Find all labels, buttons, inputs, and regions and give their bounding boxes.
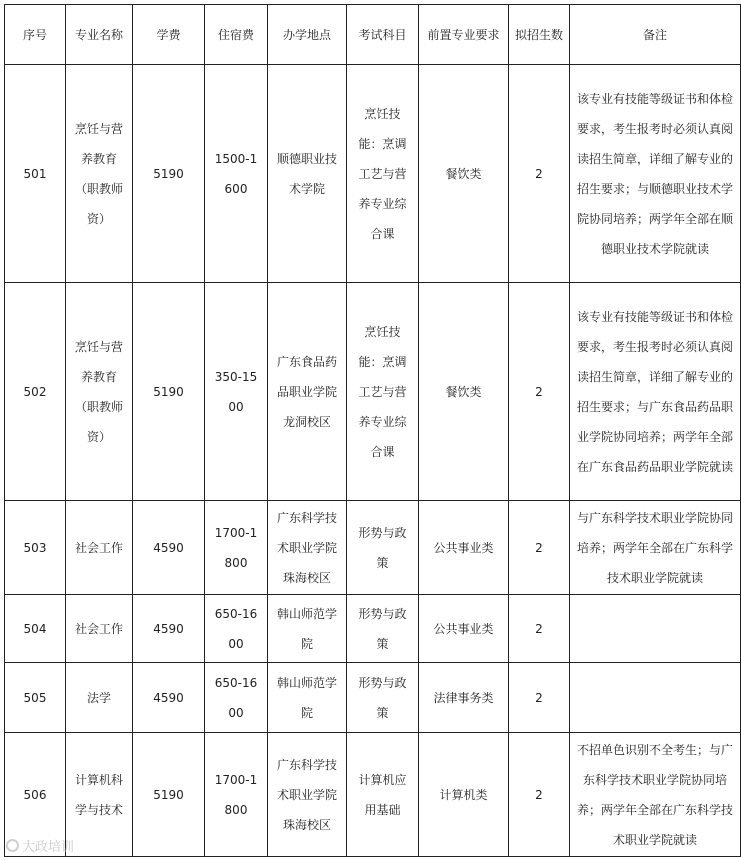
table-row — [5, 663, 741, 733]
cell-location: 韩山师范学院 — [268, 663, 347, 733]
cell-major: 烹饪与营养教育（职教师资） — [66, 65, 133, 283]
cell-id: 506 — [5, 733, 66, 857]
cell-lodging: 1700-1800 — [205, 501, 268, 595]
cell-id: 502 — [5, 283, 66, 501]
cell-quota: 2 — [509, 733, 570, 857]
cell-lodging: 1700-1800 — [205, 733, 268, 857]
header-lodging: 住宿费 — [205, 5, 268, 65]
cell-exam: 烹饪技能：烹调工艺与营养专业综合课 — [347, 283, 419, 501]
header-note: 备注 — [570, 5, 741, 65]
cell-tuition: 5190 — [133, 733, 205, 857]
header-prereq: 前置专业要求 — [419, 5, 509, 65]
cell-lodging: 350-1500 — [205, 283, 268, 501]
admissions-table — [4, 4, 741, 857]
cell-lodging: 650-1600 — [205, 663, 268, 733]
cell-lodging: 650-1600 — [205, 595, 268, 663]
table-row — [5, 65, 741, 283]
cell-quota: 2 — [509, 663, 570, 733]
cell-id: 504 — [5, 595, 66, 663]
cell-id: 505 — [5, 663, 66, 733]
cell-tuition: 4590 — [133, 501, 205, 595]
cell-exam: 计算机应用基础 — [347, 733, 419, 857]
cell-major: 法学 — [66, 663, 133, 733]
cell-id: 503 — [5, 501, 66, 595]
cell-note — [570, 663, 741, 733]
table-row — [5, 283, 741, 501]
cell-quota: 2 — [509, 501, 570, 595]
cell-location: 韩山师范学院 — [268, 595, 347, 663]
cell-quota: 2 — [509, 595, 570, 663]
cell-tuition: 4590 — [133, 663, 205, 733]
cell-exam: 烹饪技能：烹调工艺与营养专业综合课 — [347, 65, 419, 283]
watermark-text: 大政培训 — [22, 840, 75, 855]
cell-note — [570, 595, 741, 663]
cell-note: 该专业有技能等级证书和体检要求，考生报考时必须认真阅读招生简章，详细了解专业的招生要求；与顺德职业技术学院协同培养；两学年全部在顺德职业技术学院就读 — [570, 65, 741, 283]
cell-exam: 形势与政策 — [347, 663, 419, 733]
cell-prereq: 餐饮类 — [419, 65, 509, 283]
cell-prereq: 法律事务类 — [419, 663, 509, 733]
cell-location: 广东科学技术职业学院珠海校区 — [268, 733, 347, 857]
header-row — [5, 5, 741, 65]
cell-prereq: 公共事业类 — [419, 595, 509, 663]
cell-major: 烹饪与营养教育（职教师资） — [66, 283, 133, 501]
cell-exam: 形势与政策 — [347, 501, 419, 595]
cell-prereq: 餐饮类 — [419, 283, 509, 501]
cell-location: 广东食品药品职业学院龙洞校区 — [268, 283, 347, 501]
cell-quota: 2 — [509, 283, 570, 501]
header-tuition: 学费 — [133, 5, 205, 65]
table-row — [5, 595, 741, 663]
cell-note: 该专业有技能等级证书和体检要求，考生报考时必须认真阅读招生简章，详细了解专业的招生要求；与广东食品药品职业学院协同培养；两学年全部在广东食品药品职业学院就读 — [570, 283, 741, 501]
header-quota: 拟招生数 — [509, 5, 570, 65]
cell-major: 社会工作 — [66, 501, 133, 595]
cell-note: 不招单色识别不全考生；与广东科学技术职业学院协同培养；两学年全部在广东科学技术职业学院就读 — [570, 733, 741, 857]
watermark — [6, 836, 74, 855]
cell-prereq: 公共事业类 — [419, 501, 509, 595]
cell-prereq: 计算机类 — [419, 733, 509, 857]
header-major: 专业名称 — [66, 5, 133, 65]
watermark-logo-icon — [6, 839, 19, 852]
cell-tuition: 5190 — [133, 283, 205, 501]
cell-tuition: 4590 — [133, 595, 205, 663]
header-location: 办学地点 — [268, 5, 347, 65]
cell-major: 社会工作 — [66, 595, 133, 663]
cell-location: 广东科学技术职业学院珠海校区 — [268, 501, 347, 595]
cell-quota: 2 — [509, 65, 570, 283]
table-row — [5, 501, 741, 595]
header-exam: 考试科目 — [347, 5, 419, 65]
cell-note: 与广东科学技术职业学院协同培养；两学年全部在广东科学技术职业学院就读 — [570, 501, 741, 595]
cell-exam: 形势与政策 — [347, 595, 419, 663]
cell-tuition: 5190 — [133, 65, 205, 283]
cell-id: 501 — [5, 65, 66, 283]
cell-lodging: 1500-1600 — [205, 65, 268, 283]
table-row — [5, 733, 741, 857]
cell-major: 计算机科学与技术 — [66, 733, 133, 857]
header-id: 序号 — [5, 5, 66, 65]
cell-location: 顺德职业技术学院 — [268, 65, 347, 283]
